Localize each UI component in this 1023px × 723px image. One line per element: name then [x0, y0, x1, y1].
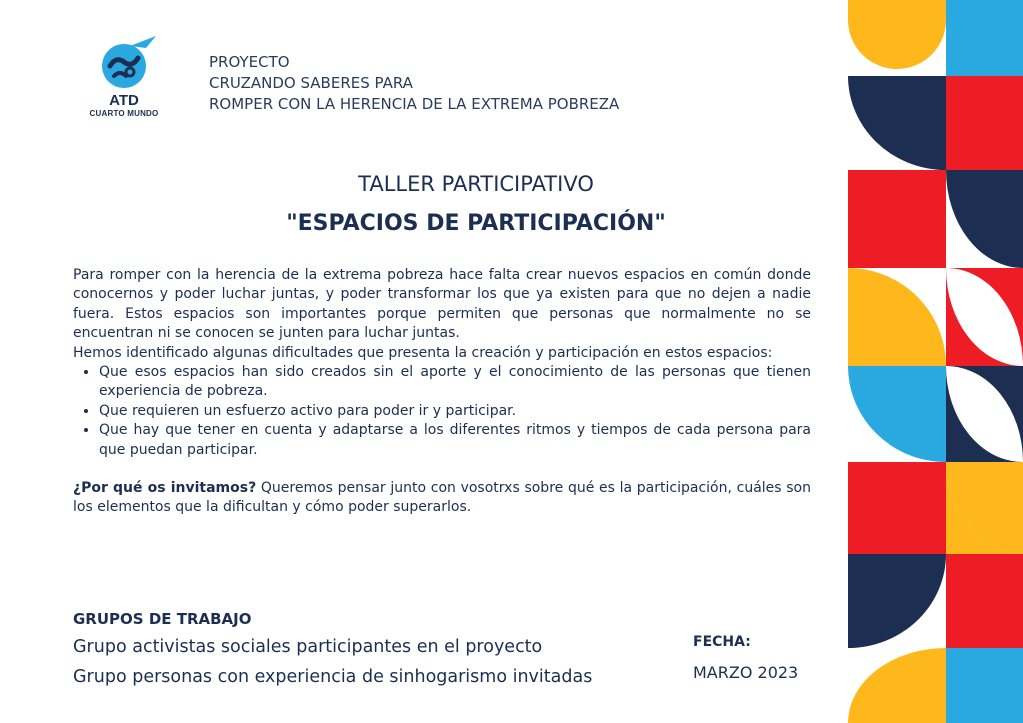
groups-title: GRUPOS DE TRABAJO: [73, 610, 252, 628]
logo-name: ATD: [109, 92, 139, 109]
decorative-shapes: [848, 0, 1023, 723]
project-line: CRUZANDO SABERES PARA: [209, 74, 413, 92]
list-item: • Que hay que tener en cuenta y adaptarse a los diferentes ritmos y tiempos de cada persona para que puedan participar.: [99, 421, 811, 460]
invite-text: Queremos pensar junto con vosotrxs sobre qué es la participación, cuáles son los elementos que la dificultan y cómo poder superarlos.: [73, 480, 811, 516]
invite-question: ¿Por qué os invitamos?: [73, 480, 257, 497]
workshop-subtitle: "ESPACIOS DE PARTICIPACIÓN": [286, 211, 666, 236]
logo-subtitle: CUARTO MUNDO: [89, 109, 159, 118]
atd-logo: [86, 36, 176, 122]
date-value: MARZO 2023: [693, 663, 799, 682]
project-line: PROYECTO: [209, 53, 290, 71]
atd-globe-icon: [100, 36, 164, 92]
project-header: [209, 52, 619, 115]
group-item: Grupo activistas sociales participantes en el proyecto: [73, 637, 543, 657]
body-text: [73, 266, 811, 518]
workshop-title: TALLER PARTICIPATIVO: [358, 172, 594, 196]
difficulties-list: [73, 363, 811, 460]
invite-paragraph: [73, 479, 811, 518]
date-label: FECHA:: [693, 634, 751, 650]
intro-paragraph: Para romper con la herencia de la extrema pobreza hace falta crear nuevos espacios en común donde conocernos y poder luchar juntas, y poder transformar los que ya existen para que no dejen a nadie fuera. Estos espacios son importantes porque permiten que personas que normalmente no se encuentran ni se conocen se junten para luchar juntas.: [73, 267, 811, 342]
difficulties-intro: Hemos identificado algunas dificultades que presenta la creación y participación en estos espacios:: [73, 344, 773, 361]
navy-quarter-shape: [848, 76, 946, 170]
list-item: • Que esos espacios han sido creados sin el aporte y el conocimiento de las personas que tienen experiencia de pobreza.: [99, 363, 811, 402]
list-item: • Que requieren un esfuerzo activo para poder ir y participar.: [99, 402, 811, 421]
project-line: ROMPER CON LA HERENCIA DE LA EXTREMA POBREZA: [209, 95, 620, 113]
group-item: Grupo personas con experiencia de sinhogarismo invitadas: [73, 667, 593, 687]
